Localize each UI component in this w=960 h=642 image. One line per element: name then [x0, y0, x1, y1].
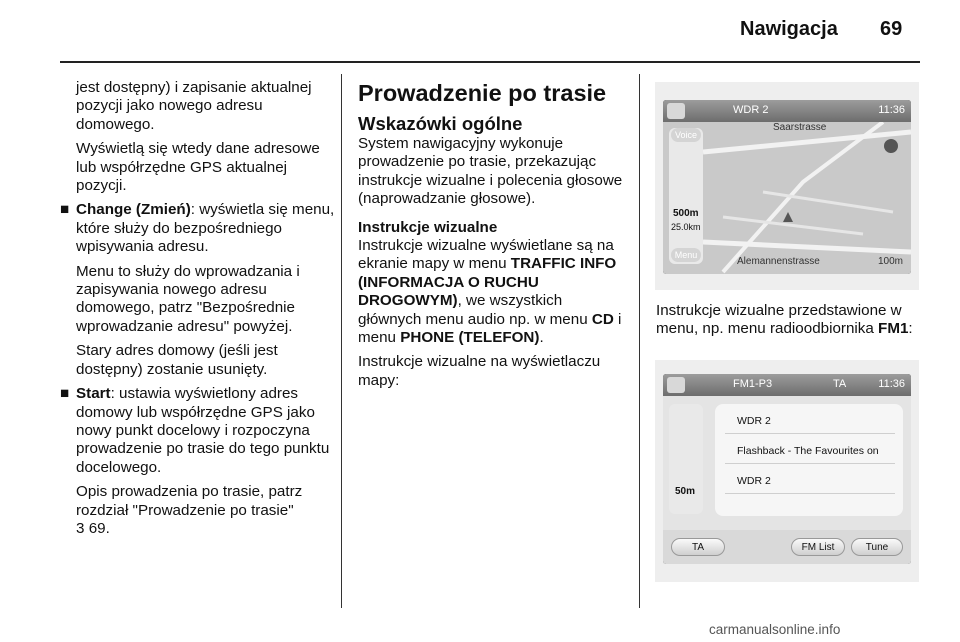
- map-side-panel: [669, 128, 703, 264]
- map-display: [663, 100, 911, 274]
- column-2: [358, 79, 628, 396]
- fm-band: FM1-P3: [733, 378, 773, 390]
- home-icon: [667, 377, 685, 393]
- bullet-change-text: : wyświetla się menu, które służy do bezpośredniego wpisywania adresu.: [76, 201, 335, 256]
- col2-paragraph-1: System nawigacyjny wykonuje prowadzenie po trasie, przekazując instrukcje wizualne i polecenia głosowe (naprowadzanie głosowe).: [358, 135, 623, 208]
- bullet-mark: ■: [60, 201, 70, 219]
- watermark: carmanualsonline.info: [709, 622, 841, 637]
- menu-button[interactable]: Menu: [671, 248, 701, 262]
- subsection-heading: Wskazówki ogólne: [358, 113, 523, 134]
- column-3: [656, 302, 916, 345]
- col1-paragraph-4: Stary adres domowy (jeśli jest dostępny) zostanie usunięty.: [76, 342, 278, 378]
- tune-button[interactable]: Tune: [851, 538, 903, 556]
- page-ref-number: 69.: [88, 519, 110, 537]
- minor-heading: Instrukcje wizualne: [358, 218, 498, 236]
- menu-name-fm1: FM1: [878, 320, 909, 338]
- fm-ta-indicator: TA: [833, 378, 847, 390]
- col1-paragraph-2: Wyświetlą się wtedy dane adresowe lub współrzędne GPS aktualnej pozycji.: [76, 140, 320, 195]
- fm-clock: 11:36: [878, 378, 905, 390]
- text-run: Instrukcje wizualne przedstawione w menu, np. menu radioodbiornika: [656, 302, 902, 338]
- bullet-start: [60, 385, 336, 477]
- fm-display: [663, 374, 911, 564]
- col2-paragraph-3: Instrukcje wizualne na wyświetlaczu mapy:: [358, 353, 601, 389]
- header-title: Nawigacja: [740, 18, 838, 40]
- total-distance: 25.0km: [671, 222, 701, 232]
- fm-list-button[interactable]: FM List: [791, 538, 845, 556]
- map-clock: 11:36: [878, 104, 905, 116]
- street-label-top: Saarstrasse: [773, 122, 827, 133]
- fm-side-panel: [669, 404, 703, 514]
- ta-button[interactable]: TA: [671, 538, 725, 556]
- col1-paragraph-5-text: Opis prowadzenia po trasie, patrz rozdział "Prowadzenie po trasie": [76, 483, 303, 519]
- section-heading: Prowadzenie po trasie: [358, 80, 607, 106]
- menu-name-traffic: TRAFFIC INFO (INFORMACJA O RUCHU DROGOWYM): [358, 255, 617, 310]
- fm-top-bar: [663, 374, 911, 396]
- column-divider-left: [341, 74, 342, 608]
- figure-fm-screen: [655, 360, 919, 582]
- text-run: , we wszystkich głównych menu audio np. w menu: [358, 292, 592, 328]
- map-station: WDR 2: [733, 104, 769, 116]
- column-divider-right: [639, 74, 640, 608]
- fm-station-list: [715, 404, 903, 516]
- text-run: :: [908, 320, 913, 338]
- bullet-start-title: Start: [76, 385, 111, 403]
- col3-paragraph-1: [656, 302, 916, 339]
- street-label-bottom: Alemannenstrasse: [737, 256, 820, 267]
- menu-name-phone: PHONE (TELEFON): [400, 329, 540, 347]
- figure-map-screen: [655, 82, 919, 290]
- fm-row-3[interactable]: WDR 2: [725, 468, 895, 494]
- home-icon: [667, 103, 685, 119]
- col1-paragraph-1: jest dostępny) i zapisanie aktualnej pozycji jako nowego adresu domowego.: [76, 79, 312, 133]
- text-run: Instrukcje wizualne wyświetlane są na ekranie mapy w menu: [358, 237, 614, 273]
- menu-name-cd: CD: [591, 310, 614, 328]
- header-rule: [60, 61, 920, 63]
- col1-paragraph-3: Menu to służy do wprowadzania i zapisywania nowego adresu domowego, patrz "Bezpośrednie wprowadzanie adresu" powyżej.: [76, 262, 300, 335]
- col2-paragraph-2: [358, 237, 628, 347]
- fm-row-2[interactable]: Flashback - The Favourites on: [725, 438, 895, 464]
- turn-distance: 500m: [673, 208, 699, 219]
- page-ref-icon: 3: [76, 519, 85, 537]
- voice-button[interactable]: Voice: [671, 128, 701, 142]
- bullet-change-title: Change (Zmień): [76, 201, 191, 219]
- text-run: .: [539, 329, 544, 347]
- fm-bottom-bar: [663, 530, 911, 564]
- bullet-change: [60, 201, 336, 256]
- bullet-start-text: : ustawia wyświetlony adres domowy lub współrzędne GPS jako nowy punkt docelowy i rozpoczyna prowadzenie po trasie do tego punktu docelowego.: [76, 385, 330, 476]
- map-scale: 100m: [877, 256, 903, 267]
- fm-turn-distance: 50m: [675, 486, 696, 497]
- page-number: 69: [880, 18, 903, 40]
- text-run: i menu: [358, 310, 622, 347]
- bullet-mark: ■: [60, 385, 70, 403]
- map-top-bar: [663, 100, 911, 122]
- fm-row-1[interactable]: WDR 2: [725, 408, 895, 434]
- column-1: [60, 79, 336, 544]
- col1-paragraph-5: [60, 483, 336, 538]
